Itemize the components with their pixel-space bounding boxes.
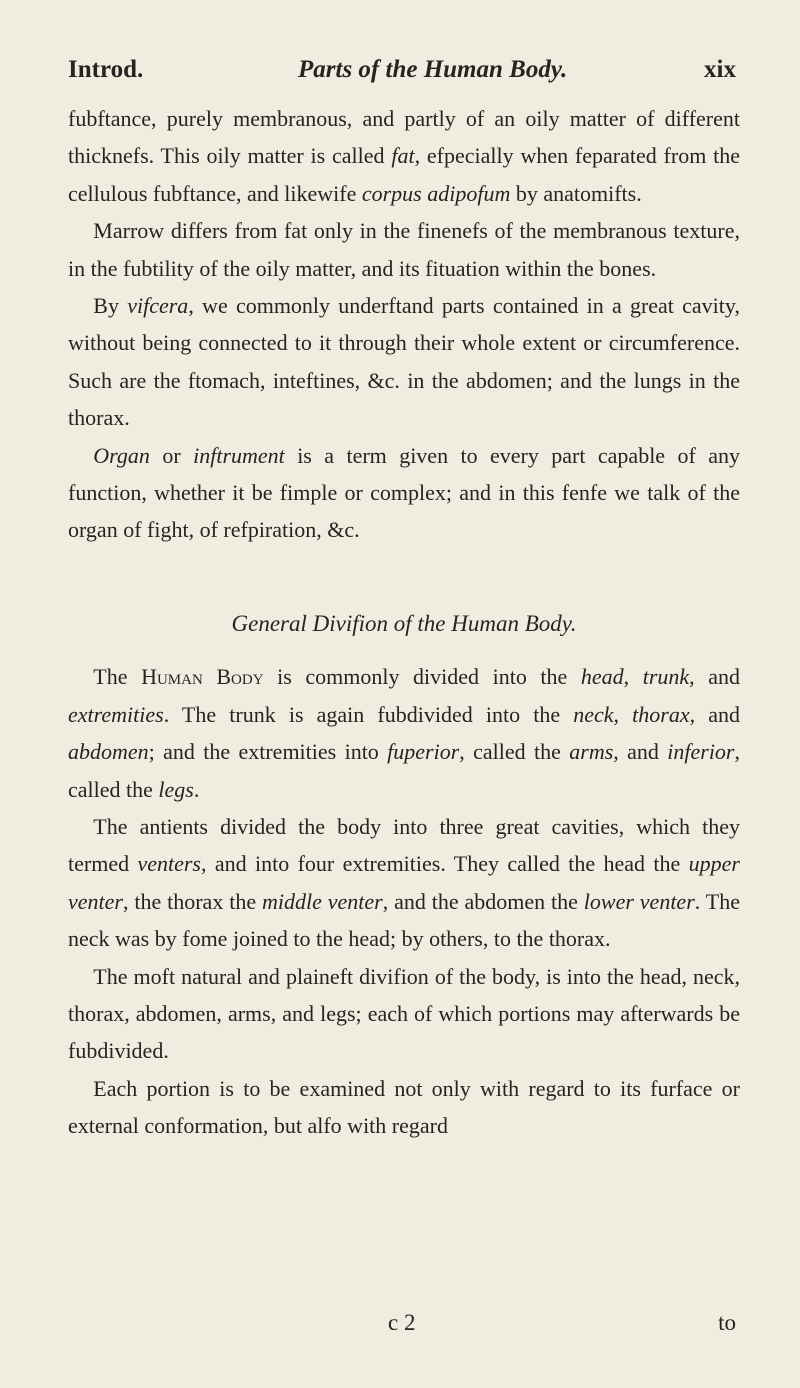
text-run: , the thorax the [122, 888, 262, 914]
text-run: . The neck was by fome joined to the head; by others, to the thorax. [68, 888, 740, 952]
text-run: The antients divided the body into three great cavities, which they termed [68, 813, 740, 877]
para-marrow [68, 212, 740, 287]
para-division [68, 658, 740, 808]
page-number: xix [704, 56, 736, 83]
text-run: , [613, 701, 633, 727]
para-natural [68, 958, 740, 1070]
small-caps-term: Human Body [141, 664, 264, 690]
text-run: . The trunk is again fubdivided into the [163, 701, 574, 727]
text-run: , and [613, 739, 668, 765]
text-run: is commonly divided into the [263, 664, 581, 690]
body-text [68, 100, 740, 1145]
text-run: is a term given to every part capable of any function, whether it be fimple or complex; and in this fenfe we talk of the organ of fight, of refpiration, &c. [68, 442, 740, 543]
text-run: , [623, 664, 643, 690]
page-footer [68, 1310, 736, 1344]
section-heading [68, 605, 740, 642]
text-run: , and into four extremities. They called the head the [200, 851, 689, 877]
text-run: , we commonly underftand parts contained in a great cavity, without being connected to it through their whole extent or circumference. Such are the ftomach, inteftines, &c. in the abdomen; and the lungs in the thorax. [68, 293, 740, 431]
text-run: The moft natural and plaineft divifion of the body, is into the head, neck, thorax, abdomen, arms, and legs; each of which portions may afterwards be fubdivided. [68, 963, 740, 1064]
italic-term: middle venter [261, 888, 383, 914]
para-portion [68, 1070, 740, 1145]
para-viscera [68, 287, 740, 437]
text-run: or [149, 442, 194, 468]
italic-term: fat [391, 143, 415, 169]
italic-term: inferior [667, 739, 735, 765]
text-run: By [93, 293, 128, 319]
text-run: . [193, 776, 200, 802]
italic-term: abdomen [68, 739, 149, 765]
italic-term: corpus adipofum [361, 180, 511, 206]
text-run: by anatomifts. [510, 180, 642, 206]
text-run: , called the [68, 739, 740, 802]
running-header [68, 56, 736, 90]
header-title: Parts of the Human Body. [298, 56, 568, 83]
text-run: The [93, 664, 142, 690]
italic-term: venters [137, 851, 201, 877]
italic-term: thorax [632, 701, 690, 727]
text-run: General Divifion of the Human Body. [231, 610, 577, 636]
italic-term: legs [158, 776, 194, 802]
para-organ [68, 437, 740, 549]
para-fat [68, 100, 740, 212]
italic-term: vifcera [127, 293, 189, 319]
italic-term: inftrument [193, 442, 285, 468]
text-run: , and [689, 701, 741, 727]
text-run: , and the abdomen the [382, 888, 584, 914]
italic-term: neck [573, 701, 614, 727]
text-run: ; and the extremities into [148, 739, 388, 765]
italic-term: Organ [93, 442, 150, 468]
header-section: Introd. [68, 56, 144, 83]
text-run: , called the [459, 739, 570, 765]
text-run: Marrow differs from fat only in the finenefs of the membranous texture, in the fubtility of the oily matter, and its fituation within the bones. [68, 218, 740, 281]
italic-term: lower venter [583, 888, 695, 914]
italic-term: upper venter [68, 851, 740, 914]
catchword: to [718, 1310, 736, 1335]
signature-mark: c 2 [388, 1310, 416, 1335]
italic-term: arms [569, 739, 614, 765]
italic-term: fuperior [387, 739, 460, 765]
italic-term: extremities [68, 701, 164, 727]
text-run: , efpecially when feparated from the cellulous fubftance, and likewife [68, 143, 741, 206]
para-antients [68, 808, 740, 958]
text-run: Each portion is to be examined not only with regard to its furface or external conformation, but alfo with regard [68, 1075, 740, 1139]
text-run: fubftance, purely membranous, and partly of an oily matter of different thicknefs. This oily matter is called [68, 106, 740, 169]
italic-term: head [580, 664, 624, 690]
text-run: , and [689, 664, 740, 690]
italic-term: trunk [642, 664, 690, 690]
